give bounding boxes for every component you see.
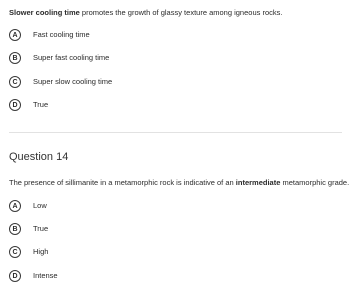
option-label: True: [33, 224, 49, 233]
option-label: True: [33, 100, 49, 109]
option-letter-badge: B: [9, 223, 21, 235]
q14-option-b[interactable]: [9, 223, 48, 235]
question-14-prompt-bold: intermediate: [235, 178, 281, 187]
question-13-prompt-text: promotes the growth of glassy texture among igneous rocks.: [79, 8, 283, 17]
option-letter-badge: C: [9, 246, 21, 258]
option-letter-badge: B: [9, 52, 21, 64]
option-letter-badge: A: [9, 200, 21, 212]
option-label: Fast cooling time: [33, 30, 90, 39]
q14-option-c[interactable]: [9, 246, 48, 258]
q14-option-d[interactable]: [9, 270, 58, 282]
option-label: High: [33, 247, 49, 256]
option-letter-badge: A: [9, 29, 21, 41]
q13-option-c[interactable]: [9, 76, 112, 88]
option-letter-badge: C: [9, 76, 21, 88]
question-14-prompt-before: The presence of sillimanite in a metamorphic rock is indicative of an: [9, 178, 236, 187]
question-divider: [9, 132, 342, 133]
option-label: Super fast cooling time: [33, 53, 110, 62]
q14-option-a[interactable]: [9, 200, 47, 212]
question-14-prompt: [9, 178, 349, 188]
question-14-heading: Question 14: [9, 151, 69, 163]
option-label: Intense: [33, 271, 58, 280]
option-label: Super slow cooling time: [33, 77, 113, 86]
q13-option-a[interactable]: [9, 29, 90, 41]
question-14-prompt-after: metamorphic grade.: [280, 178, 350, 187]
option-letter-badge: D: [9, 99, 21, 111]
question-13-prompt: [9, 8, 282, 18]
q13-option-d[interactable]: [9, 99, 48, 111]
q13-option-b[interactable]: [9, 52, 109, 64]
question-13-prompt-bold: Slower cooling time: [9, 8, 80, 17]
option-label: Low: [33, 201, 47, 210]
option-letter-badge: D: [9, 270, 21, 282]
